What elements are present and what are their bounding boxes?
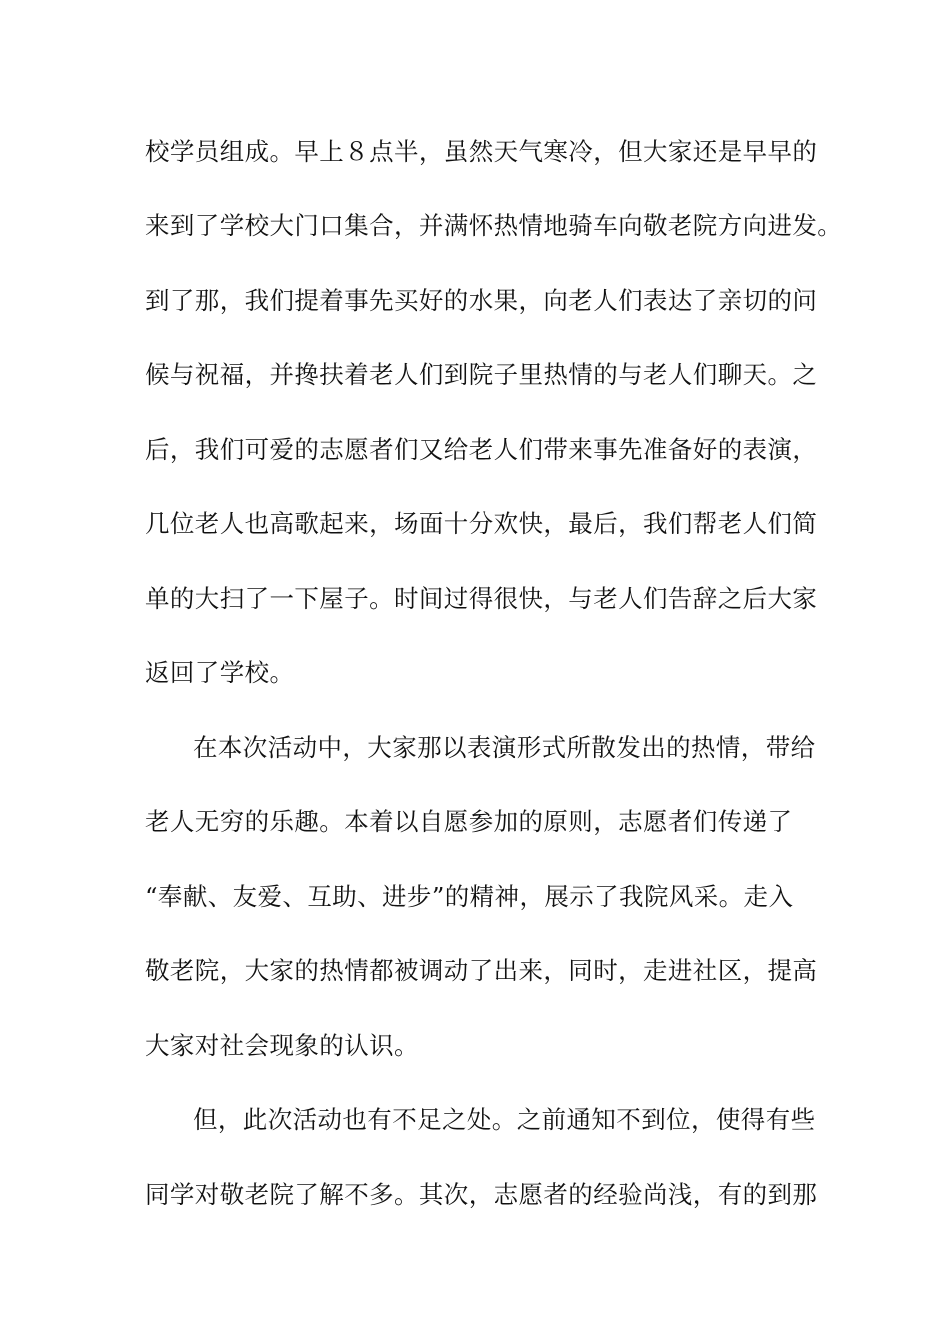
text-line: 大家对社会现象的认识。 <box>145 1031 419 1060</box>
text-line: 到了那，我们提着事先买好的水果，向老人们表达了亲切的问 <box>145 286 818 315</box>
text-line: 同学对敬老院了解不多。其次，志愿者的经验尚浅，有的到那 <box>145 1180 818 1209</box>
text-line: “奉献、友爱、互助、进步”的精神，展示了我院风采。走入 <box>145 882 794 911</box>
text-line: 敬老院，大家的热情都被调动了出来，同时，走进社区，提高 <box>145 956 818 985</box>
text-line: 返回了学校。 <box>145 658 295 687</box>
text-line: 单的大扫了一下屋子。时间过得很快，与老人们告辞之后大家 <box>145 584 818 613</box>
text-line: 校学员组成。早上８点半，虽然天气寒冷，但大家还是早早的 <box>145 137 818 166</box>
text-line: 在本次活动中，大家那以表演形式所散发出的热情，带给 <box>193 733 816 762</box>
text-line: 几位老人也高歌起来，场面十分欢快，最后，我们帮老人们简 <box>145 509 818 538</box>
text-line: 候与祝福，并搀扶着老人们到院子里热情的与老人们聊天。之 <box>145 360 818 389</box>
text-line: 来到了学校大门口集合，并满怀热情地骑车向敬老院方向进发。 <box>145 211 843 240</box>
text-line: 后，我们可爱的志愿者们又给老人们带来事先准备好的表演， <box>145 435 818 464</box>
text-line: 老人无穷的乐趣。本着以自愿参加的原则，志愿者们传递了 <box>145 807 793 836</box>
text-line: 但，此次活动也有不足之处。之前通知不到位，使得有些 <box>193 1105 816 1134</box>
